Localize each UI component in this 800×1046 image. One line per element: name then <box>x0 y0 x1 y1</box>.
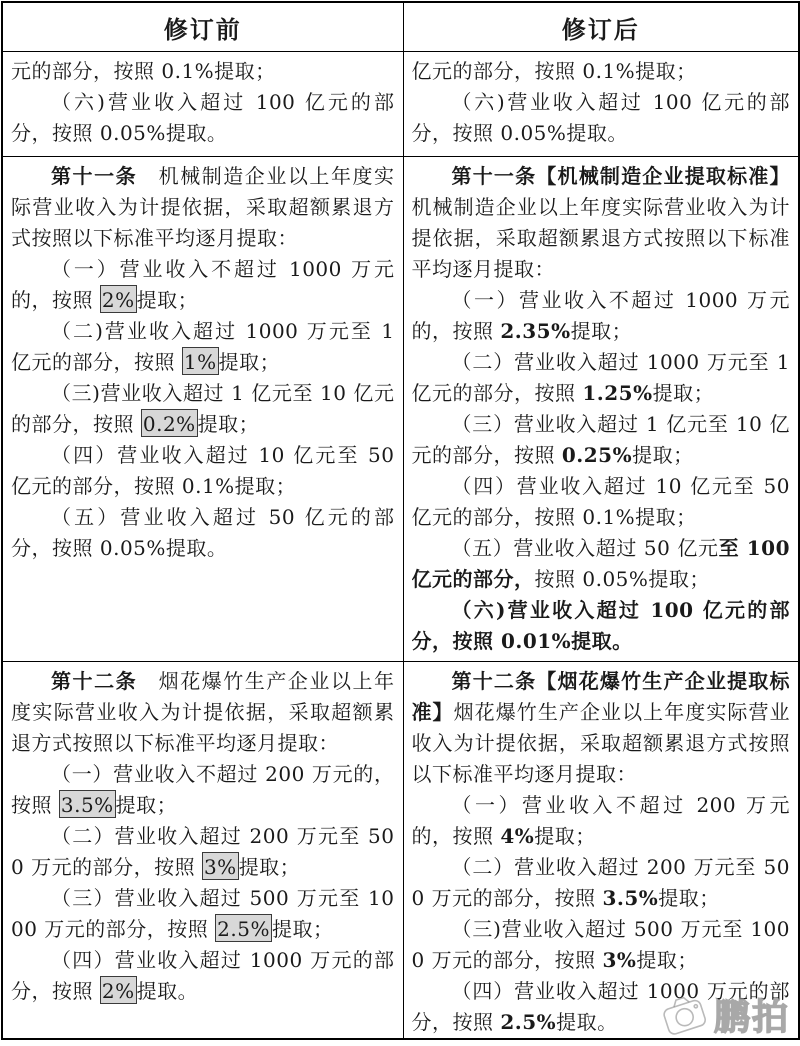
paragraph <box>412 533 791 595</box>
bold-text-segment: 4% <box>500 824 535 848</box>
bold-text-segment: 2.5% <box>500 1010 557 1034</box>
text-segment: 提取； <box>632 443 694 467</box>
paragraph <box>11 87 395 149</box>
text-segment: （六)营业收入超过 100 亿元的部分，按照 0.05%提取。 <box>411 90 790 145</box>
paragraph <box>11 56 395 87</box>
paragraph <box>412 471 791 533</box>
text-segment: （二）营业收入超过 200 万元至 500 万元的部分，按照 <box>11 824 395 879</box>
header-row <box>2 2 799 52</box>
bold-text-segment: 3% <box>602 948 637 972</box>
highlighted-value: 0.2% <box>141 409 198 437</box>
paragraph <box>412 285 791 347</box>
paragraph <box>11 254 395 316</box>
paragraph <box>11 666 395 759</box>
paragraph <box>412 87 791 149</box>
highlighted-value: 2% <box>100 285 137 313</box>
text-segment: 机械制造企业以上年度实际营业收入为计提依据，采取超额累退方式按照以下标准平均逐月提取： <box>411 195 790 281</box>
paragraph <box>412 976 791 1038</box>
text-segment: 提取； <box>658 886 720 910</box>
text-segment: 提取； <box>115 793 178 817</box>
text-segment: （一）营业收入不超过 200 万元的，按照 <box>11 762 395 817</box>
paragraph <box>412 666 791 790</box>
cell-before-article-12 <box>2 662 403 1040</box>
paragraph <box>412 347 791 409</box>
text-segment: 提取； <box>238 855 301 879</box>
bold-text-segment: 第十二条【烟花爆竹生产企业提取标准】 <box>411 669 790 724</box>
bold-text-segment: 第十一条【机械制造企业提取标准】 <box>451 164 790 188</box>
text-segment: 提取； <box>636 948 698 972</box>
cell-before-continuation <box>2 52 403 157</box>
bold-text-segment: 至 100 亿元的部分， <box>411 536 790 591</box>
text-segment: 提取。 <box>136 979 199 1003</box>
paragraph <box>412 914 791 976</box>
highlighted-value: 2.5% <box>215 914 272 942</box>
bold-text-segment: 0.25% <box>561 443 633 467</box>
text-segment: （三）营业收入超过 500 万元至 1000 万元的部分，按照 <box>11 886 395 941</box>
table-row-continuation <box>2 52 799 157</box>
text-segment: （二）营业收入超过 200 万元至 500 万元的部分，按照 <box>411 855 790 910</box>
paragraph <box>412 161 791 285</box>
text-segment: （五）营业收入超过 50 亿元 <box>451 536 719 560</box>
highlighted-value: 1% <box>182 347 219 375</box>
paragraph <box>11 759 395 821</box>
paragraph <box>11 378 395 440</box>
paragraph <box>11 316 395 378</box>
cell-before-article-11 <box>2 157 403 662</box>
paragraph <box>11 161 395 254</box>
text-segment: （二）营业收入超过 1000 万元至 1 亿元的部分，按照 <box>411 350 790 405</box>
highlighted-value: 3% <box>202 852 239 880</box>
paragraph <box>11 440 395 502</box>
text-segment: （一）营业收入不超过 1000 万元的，按照 <box>11 257 395 312</box>
bold-text-segment: （六)营业收入超过 100 亿元的部分，按照 0.01%提取。 <box>411 598 790 653</box>
text-segment: 烟花爆竹生产企业以上年度实际营业收入为计提依据，采取超额累退方式按照以下标准平均逐月提取： <box>411 700 790 786</box>
text-segment: （四）营业收入超过 1000 万元的部分，按照 <box>11 948 395 1003</box>
bold-text-segment: 第十二条 <box>51 669 138 693</box>
text-segment: 机械制造企业以上年度实际营业收入为计提依据，采取超额累退方式按照以下标准平均逐月提取： <box>11 164 395 250</box>
paragraph <box>412 409 791 471</box>
text-segment: （三）营业收入超过 1 亿元至 10 亿元的部分，按照 <box>411 412 790 467</box>
bold-text-segment: 2.35% <box>500 319 571 343</box>
text-segment: 按照 0.05%提取； <box>534 567 710 591</box>
column-header-before: 修订前 <box>2 2 403 52</box>
revision-comparison-table <box>1 1 800 1040</box>
text-segment: 亿元的部分，按照 0.1%提取； <box>411 59 697 83</box>
paragraph <box>11 502 395 564</box>
highlighted-value: 2% <box>100 976 137 1004</box>
text-segment: 提取； <box>136 288 199 312</box>
text-segment: 提取； <box>570 319 633 343</box>
text-segment: （三)营业收入超过 500 万元至 1000 万元的部分，按照 <box>411 917 790 972</box>
table-row-article-11 <box>2 157 799 662</box>
bold-text-segment: 第十一条 <box>51 164 138 188</box>
text-segment: （一）营业收入不超过 1000 万元的，按照 <box>411 288 790 343</box>
bold-text-segment: 3.5% <box>602 886 659 910</box>
text-segment: （四）营业收入超过 1000 万元的部分，按照 <box>411 979 790 1034</box>
text-segment: 元的部分，按照 0.1%提取； <box>11 59 276 83</box>
cell-after-article-12 <box>403 662 799 1040</box>
text-segment: （一）营业收入不超过 200 万元的，按照 <box>411 793 790 848</box>
cell-after-continuation <box>403 52 799 157</box>
text-segment: 提取； <box>218 350 281 374</box>
text-segment: （二)营业收入超过 1000 万元至 1 亿元的部分，按照 <box>11 319 395 374</box>
text-segment: （六)营业收入超过 100 亿元的部分，按照 0.05%提取。 <box>11 90 395 145</box>
paragraph <box>11 883 395 945</box>
text-segment: （四）营业收入超过 10 亿元至 50 亿元的部分，按照 0.1%提取； <box>411 474 790 529</box>
text-segment: 提取。 <box>556 1010 618 1034</box>
column-header-after: 修订后 <box>403 2 799 52</box>
paragraph <box>412 56 791 87</box>
text-segment: （五）营业收入超过 50 亿元的部分，按照 0.05%提取。 <box>11 505 395 560</box>
text-segment: 提取； <box>534 824 596 848</box>
paragraph <box>11 821 395 883</box>
watermark-text: 鹏拍 <box>713 996 790 1038</box>
text-segment: 提取； <box>197 412 260 436</box>
text-segment: 烟花爆竹生产企业以上年度实际营业收入为计提依据，采取超额累退方式按照以下标准平均逐月提取： <box>11 669 395 755</box>
text-segment: （三)营业收入超过 1 亿元至 10 亿元的部分，按照 <box>11 381 395 436</box>
table-row-article-12 <box>2 662 799 1040</box>
paragraph <box>412 595 791 657</box>
text-segment: 提取； <box>271 917 334 941</box>
bold-text-segment: 1.25% <box>582 381 653 405</box>
text-segment: 提取； <box>652 381 715 405</box>
highlighted-value: 3.5% <box>59 790 116 818</box>
cell-after-article-11 <box>403 157 799 662</box>
paragraph <box>412 852 791 914</box>
text-segment: （四）营业收入超过 10 亿元至 50 亿元的部分，按照 0.1%提取； <box>11 443 395 498</box>
paragraph <box>11 945 395 1007</box>
paragraph <box>412 790 791 852</box>
